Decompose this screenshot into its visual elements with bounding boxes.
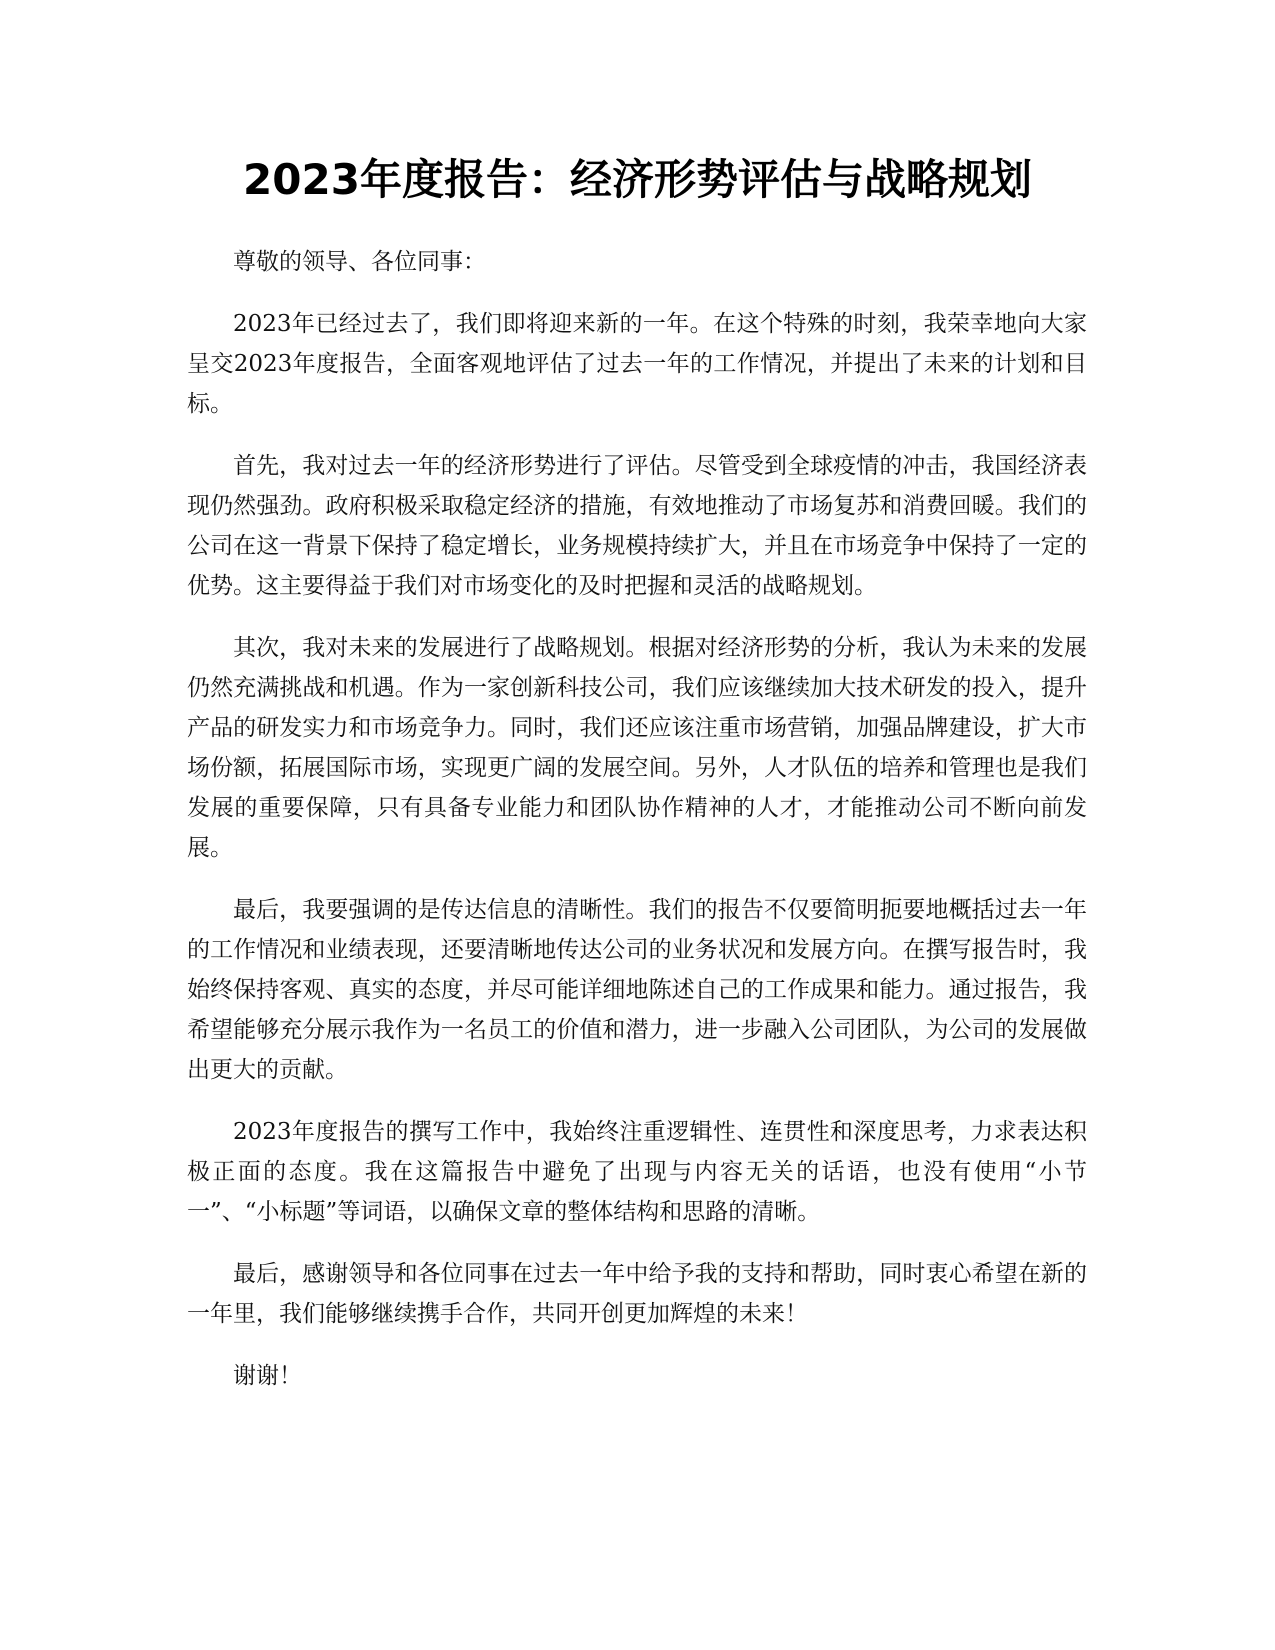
document-body — [187, 242, 1087, 1418]
closing-paragraph: 谢谢！ — [233, 1363, 302, 1389]
economic-assessment-paragraph: 首先，我对过去一年的经济形势进行了评估。尽管受到全球疫情的冲击，我国经济表现仍然强劲。政府积极采取稳定经济的措施，有效地推动了市场复苏和消费回暖。我们的公司在这一背景下保持了稳定增长，业务规模持续扩大，并且在市场竞争中保持了一定的优势。这主要得益于我们对市场变化的及时把握和灵活的战略规划。 — [187, 453, 1087, 599]
strategy-paragraph: 其次，我对未来的发展进行了战略规划。根据对经济形势的分析，我认为未来的发展仍然充满挑战和机遇。作为一家创新科技公司，我们应该继续加大技术研发的投入，提升产品的研发实力和市场竞争力。同时，我们还应该注重市场营销，加强品牌建设，扩大市场份额，拓展国际市场，实现更广阔的发展空间。另外，人才队伍的培养和管理也是我们发展的重要保障，只有具备专业能力和团队协作精神的人才，才能推动公司不断向前发展。 — [187, 635, 1087, 861]
greeting-paragraph: 尊敬的领导、各位同事： — [233, 249, 486, 275]
thanks-paragraph: 最后，感谢领导和各位同事在过去一年中给予我的支持和帮助，同时衷心希望在新的一年里，我们能够继续携手合作，共同开创更加辉煌的未来！ — [187, 1261, 1087, 1327]
intro-paragraph: 2023年已经过去了，我们即将迎来新的一年。在这个特殊的时刻，我荣幸地向大家呈交2023年度报告，全面客观地评估了过去一年的工作情况，并提出了未来的计划和目标。 — [187, 311, 1087, 417]
document-title: 2023年度报告：经济形势评估与战略规划 — [243, 155, 1032, 204]
writing-approach-paragraph: 2023年度报告的撰写工作中，我始终注重逻辑性、连贯性和深度思考，力求表达积极正面的态度。我在这篇报告中避免了出现与内容无关的话语，也没有使用“小节一”、“小标题”等词语，以确保文章的整体结构和思路的清晰。 — [187, 1119, 1087, 1225]
clarity-paragraph: 最后，我要强调的是传达信息的清晰性。我们的报告不仅要简明扼要地概括过去一年的工作情况和业绩表现，还要清晰地传达公司的业务状况和发展方向。在撰写报告时，我始终保持客观、真实的态度，并尽可能详细地陈述自己的工作成果和能力。通过报告，我希望能够充分展示我作为一名员工的价值和潜力，进一步融入公司团队，为公司的发展做出更大的贡献。 — [187, 897, 1087, 1083]
